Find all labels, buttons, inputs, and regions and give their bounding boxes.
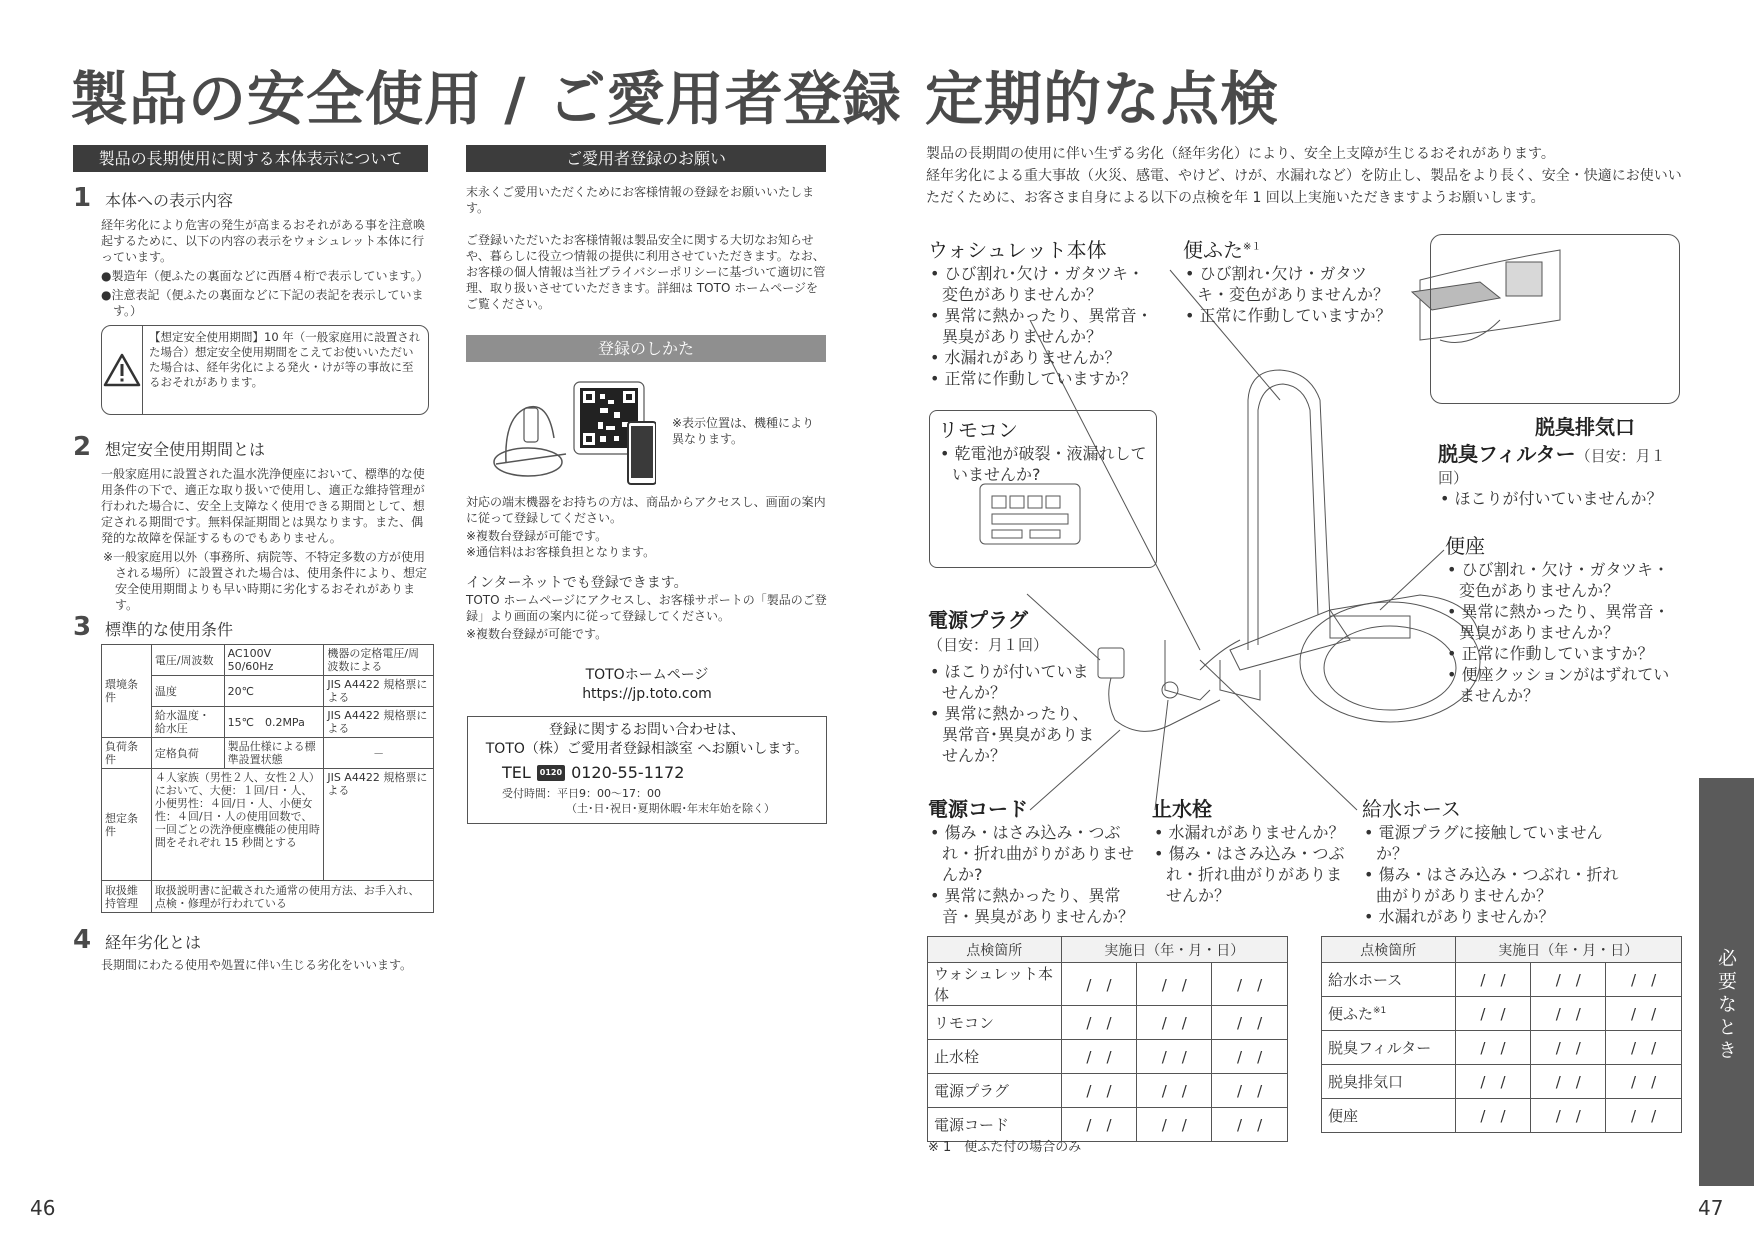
seat-item: • 便座クッションがはずれていませんか？ <box>1447 665 1670 705</box>
section-4 <box>73 925 433 973</box>
cond-value: 取扱説明書に記載された通常の使用方法、お手入れ、点検・修理が行われている <box>151 881 433 913</box>
cord-block <box>928 793 1143 927</box>
filter-item: • ほこりが付いていませんか？ <box>1440 489 1663 508</box>
section-title: 想定安全使用期間とは <box>105 440 266 459</box>
internet-register-title: インターネットでも登録できます。 <box>466 575 688 591</box>
cond-basis: JIS A4422 規格票による <box>324 707 434 738</box>
seat-item: • 正常に作動していますか？ <box>1447 644 1654 663</box>
usage-conditions-table <box>101 644 434 913</box>
section-number: 1 <box>73 183 92 213</box>
table-row: 止水栓 / / / / / / <box>928 1040 1288 1074</box>
note-communication-fee: ※通信料はお客様負担となります。 <box>466 545 656 559</box>
filter-block <box>1438 438 1688 509</box>
section-body: 一般家庭用に設置された温水洗浄便座において、標準的な使用条件の下で、適正な取り扱いで使用し、適正な維持管理が行われた場合に、安全上支障なく使用できる期間として、想定される期間です。無料保証期間とは異なります。また、偶発的な故障を保証するものでもありません。 <box>101 467 425 545</box>
toilet-icon <box>494 407 566 476</box>
section-note: ※一般家庭用以外（事務所、病院等、不特定多数の方が使用される場所）に設置された場合は、使用条件により、想定安全使用期間よりも早い時期に劣化するおそれがあります。 <box>103 550 428 612</box>
intro-line-2: 経年劣化による重大事故（火災、感電、やけど、けが、水漏れなど）を防止し、製品をより長く、安全・快適にお使いいただくために、お客さま自身による以下の点検を年 1 回以上実施いただきますようお願いします。 <box>926 168 1682 206</box>
valve-block <box>1152 793 1352 906</box>
contact-line-1: 登録に関するお問い合わせは、 <box>549 722 745 738</box>
cord-item: • 傷み・はさみ込み・つぶれ・折れ曲がりがありませんか? <box>930 823 1135 884</box>
cond-basis: JIS A4422 規格票による <box>324 676 434 707</box>
cond-basis: JIS A4422 規格票による <box>324 769 434 881</box>
table-row: 脱臭排気口 / / / / / / <box>1322 1065 1682 1099</box>
cord-title: 電源コード <box>928 797 1028 821</box>
warning-box <box>101 325 429 415</box>
section-number: 4 <box>73 925 92 955</box>
bullet-manufacture-year: ●製造年（便ふたの裏面などに西暦４桁で表示しています。） <box>101 269 429 283</box>
lid-sup: ※1 <box>1373 1006 1387 1016</box>
table-header-location: 点検箇所 <box>1322 937 1456 963</box>
cond-category: 取扱維持管理 <box>102 881 152 913</box>
section-bar-how-to-register: 登録のしかた <box>466 335 826 362</box>
valve-title: 止水栓 <box>1152 797 1212 821</box>
toto-homepage-url[interactable]: https://jp.toto.com <box>582 686 712 702</box>
seat-block <box>1445 530 1680 706</box>
hose-block <box>1362 793 1627 927</box>
cond-category: 負荷条件 <box>102 738 152 769</box>
right-page-title: 定期的な点検 <box>925 65 1280 133</box>
section-body: 経年劣化により危害の発生が高まるおそれがある事を注意喚起するために、以下の内容の表示をウォシュレット本体に行っています。 <box>101 218 426 264</box>
cond-value: ４人家族（男性２人、女性２人）において、大便：１回/日・人、小便男性：４回/日・人、小便女性：４回/日・人の使用回数で、一回ごとの洗浄便座機能の使用時間をそれぞれ 15 秒間とする <box>151 769 324 881</box>
remote-title: リモコン <box>938 418 1018 442</box>
remote-item: • 乾電池が破裂・液漏れしていませんか? <box>940 444 1147 484</box>
table-row: 便ふた$^{※1}$ / / / / / / <box>1322 997 1682 1031</box>
washlet-item: • 正常に作動していますか？ <box>930 369 1137 388</box>
lid-block <box>1183 234 1398 326</box>
hose-item: • 電源プラグに接触していませんか？ <box>1364 823 1603 863</box>
register-illustration <box>476 378 656 486</box>
toilet-illustration <box>1220 370 1480 722</box>
valve-item: • 傷み・はさみ込み・つぶれ・折れ曲がりがありませんか？ <box>1154 844 1345 905</box>
washlet-body-block <box>928 234 1158 389</box>
remote-block <box>938 414 1152 485</box>
plug-item: • ほこりが付いていませんか？ <box>930 662 1089 702</box>
section-number: 3 <box>73 612 92 642</box>
hose-title: 給水ホース <box>1362 797 1461 821</box>
page-number-left: 46 <box>30 1196 56 1220</box>
table-row: 電源プラグ / / / / / / <box>928 1074 1288 1108</box>
left-page-title: 製品の安全使用 / ご愛用者登録 <box>70 65 902 133</box>
reception-exclusions: （土･日･祝日･夏期休暇･年末年始を除く） <box>566 802 775 815</box>
cond-item: 給水温度・給水圧 <box>151 707 224 738</box>
reception-hours: 受付時間：平日9：00～17：00 <box>502 787 661 800</box>
washlet-item: • 水漏れがありませんか？ <box>930 348 1121 367</box>
table-row: リモコン / / / / / / <box>928 1006 1288 1040</box>
registration-intro: 末永くご愛用いただくためにお客様情報の登録をお願いいたします。 <box>466 185 815 215</box>
section-2 <box>73 432 433 613</box>
filter-title: 脱臭フィルター <box>1438 442 1576 466</box>
cond-basis: － <box>324 738 434 769</box>
bullet-caution-label: ●注意表記（便ふたの裏面などに下記の表記を表示しています。） <box>101 288 424 318</box>
table-row: 給水ホース / / / / / / <box>1322 963 1682 997</box>
cond-item: 温度 <box>151 676 224 707</box>
table-row: 便座 / / / / / / <box>1322 1099 1682 1133</box>
cond-basis: 機器の定格電圧/周波数による <box>324 645 434 676</box>
plug-hose-illustration <box>1098 640 1240 731</box>
cond-value: AC100V 50/60Hz <box>224 645 324 676</box>
warning-text: 【想定安全使用期間】10 年（一般家庭用に設置された場合）想定安全使用期間をこえてお使いいただいた場合は、経年劣化による発火・けが等の事故に至るおそれがあります。 <box>149 330 421 389</box>
hose-item: • 水漏れがありませんか？ <box>1364 907 1555 926</box>
seat-title: 便座 <box>1445 534 1485 558</box>
plug-sub: （目安：月１回） <box>928 636 1049 654</box>
display-position-note: ※表示位置は、機種により異なります。 <box>672 416 815 446</box>
filter-sub: （目安：月１回） <box>1438 447 1666 487</box>
plug-item: • 異常に熱かったり、異常音･異臭がありませんか？ <box>930 704 1095 765</box>
side-tab-when-needed[interactable]: 必要なとき <box>1699 778 1754 1186</box>
device-access-text: 対応の端末機器をお持ちの方は、商品からアクセスし、画面の案内に従って登録してください。 <box>466 495 826 525</box>
lid-title: 便ふた <box>1183 238 1243 262</box>
section-title: 本体への表示内容 <box>105 191 234 210</box>
washlet-body-title: ウォシュレット本体 <box>928 238 1107 262</box>
warning-icon <box>102 326 143 414</box>
intro-line-1: 製品の長期間の使用に伴い生ずる劣化（経年劣化）により、安全上支障が生じるおそれがあります。 <box>926 146 1555 162</box>
table-header-date: 実施日（年・月・日） <box>1455 937 1681 963</box>
registration-privacy: ご登録いただいたお客様情報は製品安全に関する大切なお知らせや、暮らしに役立つ情報の提供に利用させていただきます。なお、お客様の個人情報は当社プライバシーポリシーに基づいて適切に管理、取り扱いさせていただきます。詳細は TOTO ホームページをご覧ください。 <box>466 233 826 311</box>
contact-box <box>467 716 827 824</box>
vent-title: 脱臭排気口 <box>1535 415 1635 439</box>
cond-value: 15℃ 0.2MPa <box>224 707 324 738</box>
footnote: ※ 1 便ふた付の場合のみ <box>928 1140 1082 1155</box>
section-bar-long-term-use: 製品の長期使用に関する本体表示について <box>73 145 428 172</box>
lid-sup: ※１ <box>1243 241 1262 253</box>
table-row: 脱臭フィルター / / / / / / <box>1322 1031 1682 1065</box>
section-number: 2 <box>73 432 92 462</box>
deodorizer-box <box>1430 234 1680 404</box>
cond-item: 電圧/周波数 <box>151 645 224 676</box>
table-header-date: 実施日（年・月・日） <box>1061 937 1287 963</box>
valve-item: • 水漏れがありませんか？ <box>1154 823 1345 842</box>
cond-category: 環境条件 <box>102 645 152 738</box>
internet-register-text: TOTO ホームページにアクセスし、お客様サポートの「製品のご登録」より画面の案内に従って登録してください。 <box>466 593 827 623</box>
contact-line-2: TOTO（株）ご愛用者登録相談室 へお願いします。 <box>485 741 809 757</box>
section-body: 長期間にわたる使用や処置に伴い生じる劣化をいいます。 <box>101 958 413 972</box>
washlet-item: • ひび割れ･欠け・ガタツキ・変色がありませんか？ <box>930 264 1145 304</box>
toto-homepage-label: TOTOホームページ <box>585 667 709 683</box>
section-1 <box>73 183 433 415</box>
lid-item: • 正常に作動していますか？ <box>1185 306 1392 325</box>
cord-item: • 異常に熱かったり、異常音・異臭がありませんか？ <box>930 886 1135 926</box>
cond-item: 定格負荷 <box>151 738 224 769</box>
plug-block <box>928 604 1103 766</box>
hose-item: • 傷み・はさみ込み・つぶれ・折れ曲がりがありませんか？ <box>1364 865 1619 905</box>
table-row: ウォシュレット本体 / / / / / / <box>928 963 1288 1006</box>
section-title: 標準的な使用条件 <box>105 620 234 639</box>
seat-item: • 異常に熱かったり、異常音・異臭がありませんか？ <box>1447 602 1670 642</box>
inspection-record-table-left <box>927 936 1288 1142</box>
plug-title: 電源プラグ <box>928 608 1028 632</box>
section-bar-registration-request: ご愛用者登録のお願い <box>466 145 826 172</box>
seat-item: • ひび割れ・欠け・ガタツキ・変色がありませんか？ <box>1447 560 1670 600</box>
cond-category: 想定条件 <box>102 769 152 881</box>
note-multi-register-2: ※複数台登録が可能です。 <box>466 627 608 641</box>
free-dial-icon: 0120 <box>537 765 565 781</box>
table-row: 電源コード / / / / / / <box>928 1108 1288 1142</box>
section-title: 経年劣化とは <box>105 933 202 952</box>
section-3 <box>73 612 433 642</box>
tel-number[interactable]: 0120-55-1172 <box>571 763 685 782</box>
cond-value: 20℃ <box>224 676 324 707</box>
table-header-location: 点検箇所 <box>928 937 1062 963</box>
tel-label: TEL <box>502 763 531 782</box>
note-multi-register: ※複数台登録が可能です。 <box>466 529 608 543</box>
cond-value: 製品仕様による標準設置状態 <box>224 738 324 769</box>
inspection-record-table-right <box>1321 936 1682 1133</box>
lid-item: • ひび割れ･欠け・ガタツキ・変色がありませんか？ <box>1185 264 1390 304</box>
page-number-right: 47 <box>1698 1196 1724 1220</box>
washlet-item: • 異常に熱かったり、異常音・異臭がありませんか？ <box>930 306 1153 346</box>
smartphone-icon <box>628 422 656 484</box>
